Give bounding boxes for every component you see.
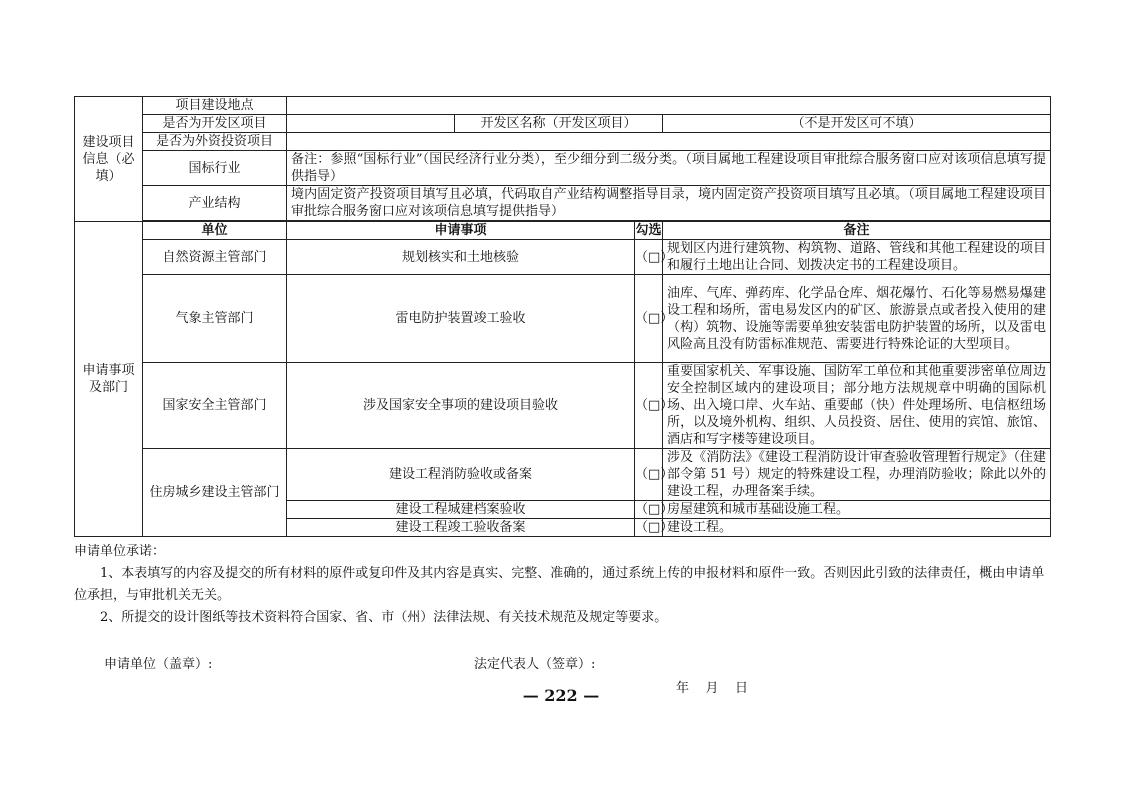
foreign-investment-field[interactable] xyxy=(287,133,1051,151)
applicant-seal-label: 申请单位（盖章）: xyxy=(104,657,213,672)
industry-label: 国标行业 xyxy=(143,151,287,186)
checkbox-cell[interactable]: （□） xyxy=(635,502,674,517)
checkbox-cell[interactable]: （□） xyxy=(635,275,663,363)
note-cell: 规划区内进行建筑物、构筑物、道路、管线和其他工程建设的项目和履行土地出让合同、划拨决定书的工程建设项目。 xyxy=(663,240,1051,275)
unit-cell: 国家安全主管部门 xyxy=(143,363,287,449)
devzone-name-label: 开发区名称（开发区项目） xyxy=(455,115,663,133)
application-form-table xyxy=(74,96,1051,537)
table-row xyxy=(75,133,1051,151)
header-note: 备注 xyxy=(663,222,1051,240)
item-cell: 建设工程城建档案验收 xyxy=(287,501,635,519)
item-cell: 雷电防护装置竣工验收 xyxy=(287,275,635,363)
checkbox-cell[interactable]: （□） xyxy=(635,520,674,535)
table-row xyxy=(75,222,1051,240)
table-row xyxy=(75,449,1051,501)
structure-label: 产业结构 xyxy=(143,186,287,221)
table-row xyxy=(75,240,1051,275)
header-item: 申请事项 xyxy=(287,222,635,240)
note-cell: 涉及《消防法》《建设工程消防设计审查验收管理暂行规定》（住建部令第 51 号）规定的特殊建设工程，办理消防验收；除此以外的建设工程，办理备案手续。 xyxy=(663,449,1051,501)
commitment-item-2: 2、所提交的设计图纸等技术资料符合国家、省、市（州）法律法规、有关技术规范及规定等要求。 xyxy=(100,610,668,625)
table-row xyxy=(75,363,1051,449)
item-cell: 建设工程竣工验收备案 xyxy=(287,519,635,537)
date-label: 年 月 日 xyxy=(676,681,749,696)
checkbox-cell[interactable]: （□） xyxy=(635,363,663,449)
page-number: — 222 — xyxy=(522,686,600,705)
table-row xyxy=(75,186,1051,221)
foreign-investment-label: 是否为外资投资项目 xyxy=(143,133,287,151)
unit-cell: 自然资源主管部门 xyxy=(143,240,287,275)
item-cell: 涉及国家安全事项的建设项目验收 xyxy=(287,363,635,449)
devzone-name-field[interactable]: （不是开发区可不填） xyxy=(663,115,1051,133)
item-cell: 规划核实和土地核验 xyxy=(287,240,635,275)
commitment-section xyxy=(74,541,1050,629)
commitment-item-1: 1、本表填写的内容及提交的所有材料的原件或复印件及其内容是真实、完整、准确的，通过系统上传的申报材料和原件一致。否则因此引致的法律责任，概由申请单位承担，与审批机关无关。 xyxy=(74,566,1045,603)
location-label: 项目建设地点 xyxy=(143,97,287,115)
structure-note: 境内固定资产投资项目填写且必填，代码取自产业结构调整指导目录，境内固定资产投资项目填写且必填。（项目属地工程建设项目审批综合服务窗口应对该项信息填写提供指导） xyxy=(287,186,1051,221)
table-row xyxy=(75,151,1051,186)
unit-cell: 气象主管部门 xyxy=(143,275,287,363)
checkbox-cell[interactable]: （□） xyxy=(635,449,663,501)
location-field[interactable] xyxy=(287,97,1051,115)
note-cell: 重要国家机关、军事设施、国防军工单位和其他重要涉密单位周边安全控制区域内的建设项目；部分地方法规规章中明确的国际机场、出入境口岸、火车站、重要邮（快）件处理场所、电信枢纽场所，以及境外机构、组织、人员投资、居住、使用的宾馆、旅馆、酒店和写字楼等建设项目。 xyxy=(663,363,1051,449)
item-cell: 建设工程消防验收或备案 xyxy=(287,449,635,501)
header-unit: 单位 xyxy=(143,222,287,240)
table-row xyxy=(75,97,1051,115)
devzone-label: 是否为开发区项目 xyxy=(143,115,287,133)
checkbox-cell[interactable]: （□） xyxy=(635,240,663,275)
table-row xyxy=(75,115,1051,133)
legal-representative-label: 法定代表人（签章）: xyxy=(474,657,596,672)
construction-group-label: 建设项目信息（必填） xyxy=(75,97,143,222)
apply-group-label: 申请事项及部门 xyxy=(75,222,143,537)
table-row xyxy=(75,275,1051,363)
unit-cell-housing: 住房城乡建设主管部门 xyxy=(143,449,287,537)
commitment-title: 申请单位承诺： xyxy=(74,544,166,559)
note-cell: 房屋建筑和城市基础设施工程。 xyxy=(663,501,1051,519)
note-cell: 建设工程。 xyxy=(663,519,1051,537)
form-page xyxy=(74,96,1050,701)
header-check: 勾选 xyxy=(635,223,662,238)
industry-note: 备注：参照“国标行业”（国民经济行业分类），至少细分到二级分类。（项目属地工程建设项目审批综合服务窗口应对该项信息填写提供指导） xyxy=(287,151,1051,186)
devzone-field[interactable] xyxy=(287,115,455,133)
note-cell: 油库、气库、弹药库、化学品仓库、烟花爆竹、石化等易燃易爆建设工程和场所，雷电易发区内的矿区、旅游景点或者投入使用的建（构）筑物、设施等需要单独安装雷电防护装置的场所，以及雷电风险高且没有防雷标准规范、需要进行特殊论证的大型项目。 xyxy=(663,275,1051,363)
